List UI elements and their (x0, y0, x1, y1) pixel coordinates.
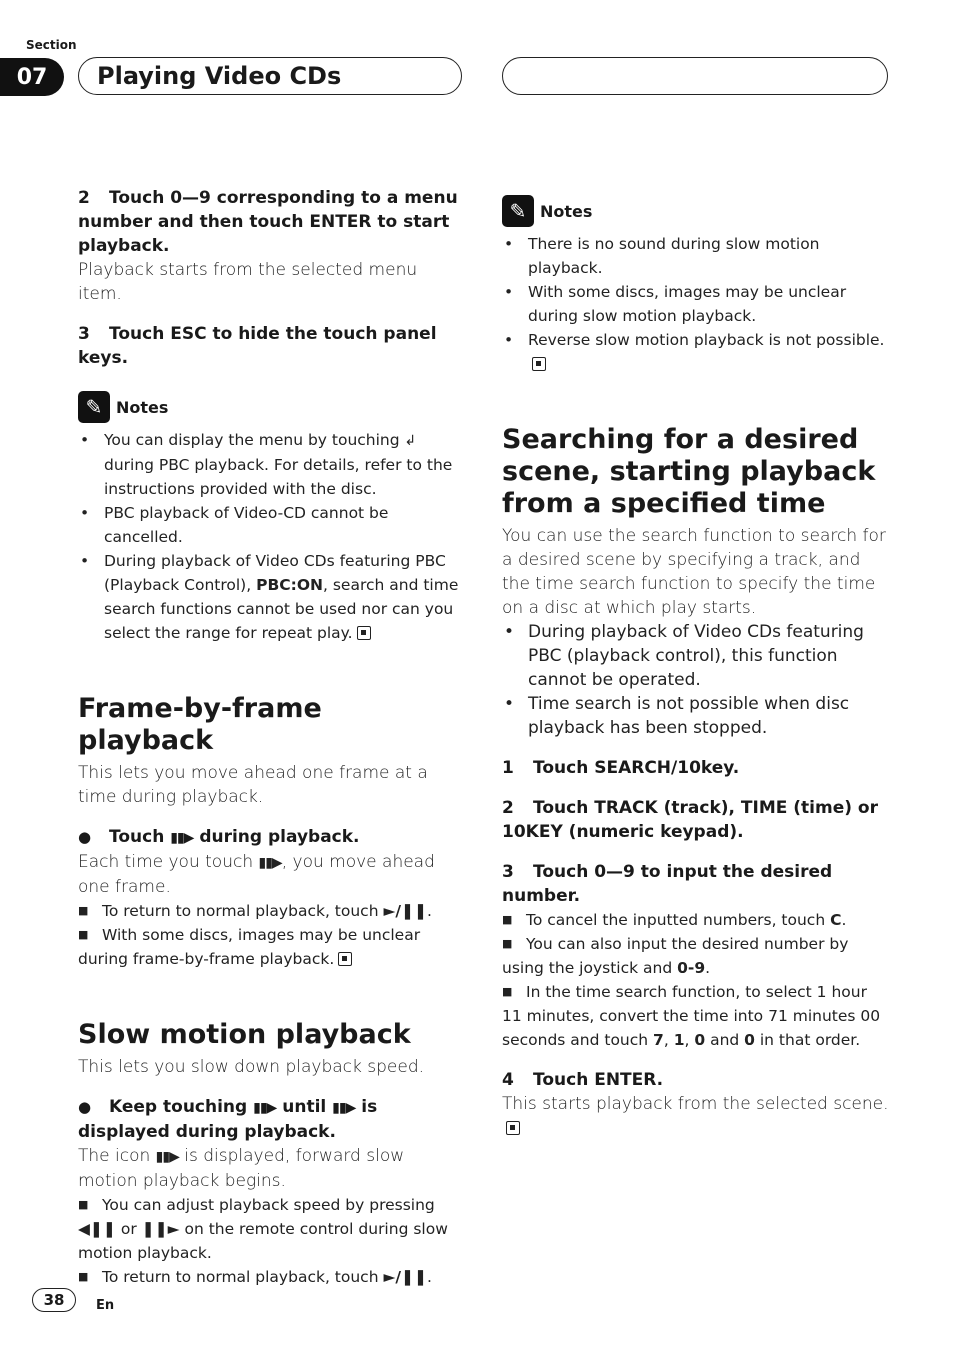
slow-note-2: ■ To return to normal playback, touch ►/❚❚. (78, 1268, 432, 1286)
search-note-3: ■ In the time search function, to select 1 hour 11 minutes, convert the time into 71 minutes 00 seconds and touch 7, 1, 0 and 0 in that order. (502, 983, 881, 1049)
frame-intro: This lets you move ahead one frame at a time during playback. (78, 763, 428, 807)
search-bullets (502, 620, 890, 740)
slow-note-1: ■ You can adjust playback speed by pressing ◀❚❚ or ❚❚► on the remote control during slow motion playback. (78, 1196, 448, 1262)
header-title-box (78, 57, 462, 95)
return-icon: ↲ (404, 433, 416, 449)
frame-heading: Frame-by-frame playback (78, 693, 322, 756)
play-pause-icon: ►/❚❚ (383, 902, 428, 920)
frame-advance-icon: ▮▮▶ (170, 830, 194, 846)
list-item: • With some discs, images may be unclear during slow motion playback. (502, 280, 890, 328)
list-item: • There is no sound during slow motion playback. (502, 232, 890, 280)
page-number: 38 (32, 1288, 76, 1312)
frame-note-1: ■ To return to normal playback, touch ►/❚❚. (78, 902, 432, 920)
list-item: • Reverse slow motion playback is not possible. (502, 328, 890, 376)
search-step-4: 4 Touch ENTER. (502, 1070, 664, 1090)
slow-forward-icon: ❚❚► (141, 1220, 180, 1238)
end-mark-icon (357, 626, 371, 640)
right-column (502, 194, 890, 1140)
frame-body: Each time you touch ▮▮▶, you move ahead one frame. (78, 852, 435, 897)
end-mark-icon (338, 952, 352, 966)
slow-body: The icon ▮▮▶ is displayed, forward slow motion playback begins. (78, 1146, 405, 1191)
search-step-3: 3 Touch 0—9 to input the desired number. (502, 862, 833, 906)
frame-advance-icon: ▮▮▶ (258, 855, 282, 871)
language-label: En (96, 1298, 115, 1313)
notes-heading (78, 390, 466, 424)
step-3: 3 Touch ESC to hide the touch panel keys. (78, 324, 437, 368)
search-heading: Searching for a desired scene, starting playback from a specified time (502, 424, 876, 519)
search-note-1: ■ To cancel the inputted numbers, touch C. (502, 911, 847, 929)
section-label: Section (26, 38, 77, 52)
list-item: • You can display the menu by touching ↲ during PBC playback. For details, refer to the instructions provided with the disc. (78, 428, 466, 501)
slow-reverse-icon: ◀❚❚ (78, 1220, 116, 1238)
right-notes-list (502, 232, 890, 376)
search-step-2: 2 Touch TRACK (track), TIME (time) or 10KEY (numeric keypad). (502, 798, 878, 842)
search-step-4-body: This starts playback from the selected scene. (502, 1092, 890, 1140)
search-intro: You can use the search function to search for a desired scene by specifying a track, and the time search function to specify the time on a disc at which play starts. (502, 526, 886, 618)
slow-intro: This lets you slow down playback speed. (78, 1057, 425, 1077)
notes-heading (502, 194, 890, 228)
left-column (78, 186, 466, 1289)
section-number-badge: 07 (0, 58, 64, 96)
notes-label: Notes (540, 201, 593, 221)
list-item: • Time search is not possible when disc playback has been stopped. (502, 692, 890, 740)
page-title: Playing Video CDs (97, 62, 342, 90)
end-mark-icon (532, 357, 546, 371)
step-2-body: Playback starts from the selected menu item. (78, 260, 418, 304)
step-2: 2 Touch 0—9 corresponding to a menu number and then touch ENTER to start playback. (78, 188, 458, 256)
slow-heading: Slow motion playback (78, 1019, 411, 1050)
frame-advance-icon: ▮▮▶ (155, 1149, 179, 1165)
search-note-2: ■ You can also input the desired number by using the joystick and 0-9. (502, 935, 849, 977)
notes-pen-icon: ✎ (78, 391, 110, 423)
list-item: • During playback of Video CDs featuring PBC (playback control), this function cannot be operated. (502, 620, 890, 692)
play-pause-icon: ►/❚❚ (383, 1268, 428, 1286)
frame-advance-icon: ▮▮▶ (332, 1100, 356, 1116)
left-notes-list (78, 428, 466, 645)
end-mark-icon (506, 1121, 520, 1135)
slow-step: ● Keep touching ▮▮▶ until ▮▮▶ is displayed during playback. (78, 1097, 378, 1142)
list-item: • PBC playback of Video-CD cannot be cancelled. (78, 501, 466, 549)
search-step-1: 1 Touch SEARCH/10key. (502, 758, 740, 778)
notes-label: Notes (116, 397, 169, 417)
frame-note-2: ■ With some discs, images may be unclear during frame-by-frame playback. (78, 926, 421, 968)
frame-advance-icon: ▮▮▶ (253, 1100, 277, 1116)
list-item: • During playback of Video CDs featuring PBC (Playback Control), PBC:ON, search and time search functions cannot be used nor can you select the range for repeat play. (78, 549, 466, 645)
header-right-box (502, 57, 888, 95)
notes-pen-icon: ✎ (502, 195, 534, 227)
frame-step: ● Touch ▮▮▶ during playback. (78, 827, 360, 847)
